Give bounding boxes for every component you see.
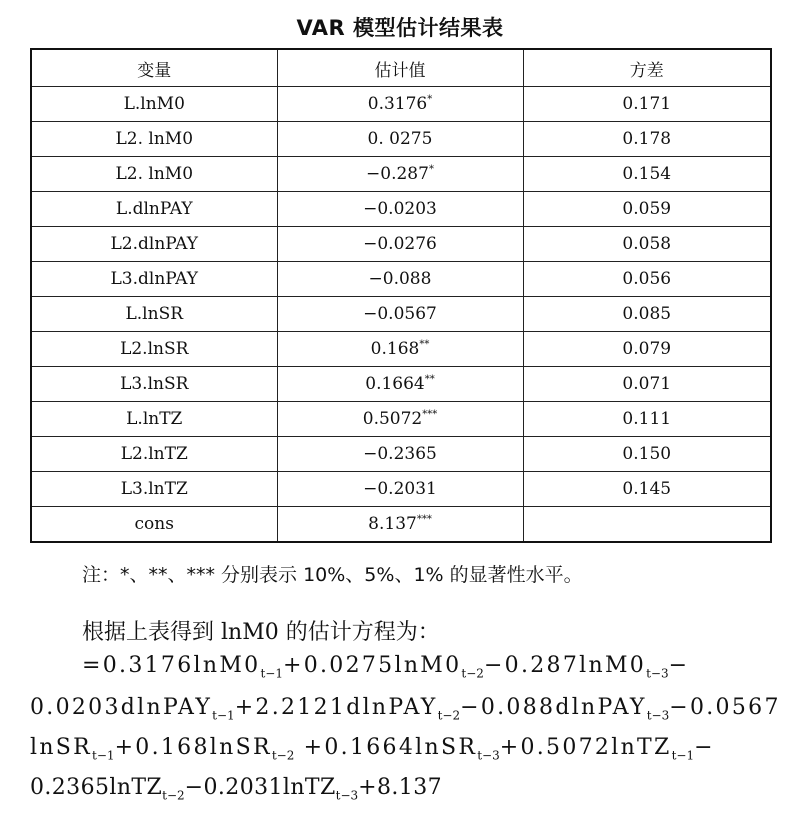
table-row: [31, 87, 771, 122]
equation-subscript: t−3: [477, 748, 500, 763]
significance-marker: **: [419, 339, 430, 350]
variance-cell: 0.150: [523, 437, 771, 472]
equation-term: 0.0203dlnPAY: [30, 695, 213, 720]
estimate-cell: [277, 437, 523, 472]
results-table: [30, 48, 772, 543]
estimate-value: 8.137: [368, 514, 417, 534]
equation-term: 0.2365lnTZ: [30, 775, 163, 800]
variable-cell: L2.dlnPAY: [31, 227, 277, 262]
table-title: VAR 模型估计结果表: [296, 16, 504, 40]
table-row: [31, 507, 771, 543]
intro-text: 根据上表得到 lnM0 的估计方程为：: [82, 620, 440, 645]
estimate-cell: [277, 192, 523, 227]
estimate-cell: [277, 262, 523, 297]
equation-term: −0.287lnM0: [483, 653, 647, 678]
variable-cell: L.lnM0: [31, 87, 277, 122]
variable-cell: L.lnSR: [31, 297, 277, 332]
equation-subscript: t−3: [335, 788, 359, 803]
estimate-cell: [277, 297, 523, 332]
estimate-value: 0.3176: [367, 94, 428, 114]
variable-cell: L2. lnM0: [31, 122, 277, 157]
variance-cell: 0.058: [523, 227, 771, 262]
significance-marker: *: [427, 94, 433, 105]
equation-term: lnSR: [30, 735, 93, 760]
variance-cell: 0.071: [523, 367, 771, 402]
equation-subscript: t−1: [212, 708, 235, 723]
estimate-value: −0.088: [368, 269, 432, 289]
variance-cell: 0.154: [523, 157, 771, 192]
table-row: [31, 262, 771, 297]
equation-term: =0.3176lnM0: [82, 653, 261, 678]
estimate-cell: [277, 472, 523, 507]
equation-subscript: t−3: [646, 708, 670, 723]
table-row: [31, 297, 771, 332]
significance-marker: *: [428, 164, 434, 175]
equation-term: +0.0275lnM0: [282, 653, 462, 678]
estimate-value: −0.0567: [363, 304, 437, 324]
variable-cell: L3.lnTZ: [31, 472, 277, 507]
header-estimate: 估计值: [277, 49, 523, 87]
variance-cell: 0.059: [523, 192, 771, 227]
variance-cell: 0.111: [523, 402, 771, 437]
equation-line: [82, 653, 689, 680]
header-variable: 变量: [31, 49, 277, 87]
variance-cell: 0.085: [523, 297, 771, 332]
table-row: [31, 332, 771, 367]
table-row: [31, 157, 771, 192]
equation-subscript: t−2: [437, 708, 461, 723]
estimate-value: 0.168: [370, 339, 420, 359]
variable-cell: L3.dlnPAY: [31, 262, 277, 297]
equation-term: +0.1664lnSR: [294, 735, 478, 760]
estimate-value: −0.2031: [363, 479, 437, 499]
equation-term: +0.5072lnTZ: [499, 735, 672, 760]
equation-subscript: t−2: [271, 748, 295, 763]
estimate-value: 0.5072: [362, 409, 423, 429]
estimate-value: −0.0203: [363, 199, 437, 219]
table-row: [31, 227, 771, 262]
table-row: [31, 367, 771, 402]
estimate-cell: [277, 332, 523, 367]
estimate-value: −0.287: [366, 164, 429, 184]
equation-subscript: t−1: [260, 666, 283, 681]
table-row: [31, 472, 771, 507]
estimate-value: 0.1664: [365, 374, 425, 394]
variance-cell: 0.178: [523, 122, 771, 157]
equation-subscript: t−2: [162, 788, 185, 803]
equation-line: [30, 775, 442, 802]
estimate-cell: [277, 227, 523, 262]
equation-subscript: t−1: [92, 748, 115, 763]
estimate-cell: [277, 367, 523, 402]
variance-cell: 0.079: [523, 332, 771, 367]
table-row: [31, 192, 771, 227]
variance-cell: 0.056: [523, 262, 771, 297]
estimate-cell: [277, 507, 523, 543]
variable-cell: L2. lnM0: [31, 157, 277, 192]
header-variance: 方差: [523, 49, 771, 87]
estimate-cell: [277, 157, 523, 192]
variable-cell: L2.lnSR: [31, 332, 277, 367]
significance-marker: ***: [422, 409, 438, 420]
estimate-cell: [277, 402, 523, 437]
significance-marker: **: [424, 374, 435, 385]
variable-cell: L.dlnPAY: [31, 192, 277, 227]
estimate-value: 0. 0275: [367, 129, 433, 149]
estimate-cell: [277, 122, 523, 157]
equation-subscript: t−3: [646, 666, 669, 681]
variable-cell: L.lnTZ: [31, 402, 277, 437]
variable-cell: L3.lnSR: [31, 367, 277, 402]
equation-term: −0.2031lnTZ: [184, 775, 336, 800]
equation-line: [30, 695, 781, 722]
variable-cell: L2.lnTZ: [31, 437, 277, 472]
equation-term: −0.0567: [669, 695, 781, 720]
significance-marker: ***: [416, 514, 432, 525]
estimate-value: −0.0276: [363, 234, 437, 254]
variable-cell: cons: [31, 507, 277, 543]
table-note: 注：*、**、*** 分别表示 10%、5%、1% 的显著性水平。: [82, 564, 583, 586]
equation-term: −: [694, 735, 715, 760]
table-row: [31, 402, 771, 437]
equation-line: [30, 735, 715, 762]
variance-cell: 0.145: [523, 472, 771, 507]
variance-cell: [523, 507, 771, 543]
table-row: [31, 437, 771, 472]
equation-term: −0.088dlnPAY: [460, 695, 647, 720]
equation-term: +8.137: [358, 775, 442, 800]
equation-term: −: [668, 653, 690, 678]
estimate-value: −0.2365: [363, 444, 437, 464]
equation-subscript: t−2: [461, 666, 484, 681]
equation-term: +2.2121dlnPAY: [234, 695, 438, 720]
table-row: [31, 122, 771, 157]
table-header-row: [31, 49, 771, 87]
variance-cell: 0.171: [523, 87, 771, 122]
equation-term: +0.168lnSR: [114, 735, 272, 760]
equation-subscript: t−1: [671, 748, 695, 763]
estimate-cell: [277, 87, 523, 122]
